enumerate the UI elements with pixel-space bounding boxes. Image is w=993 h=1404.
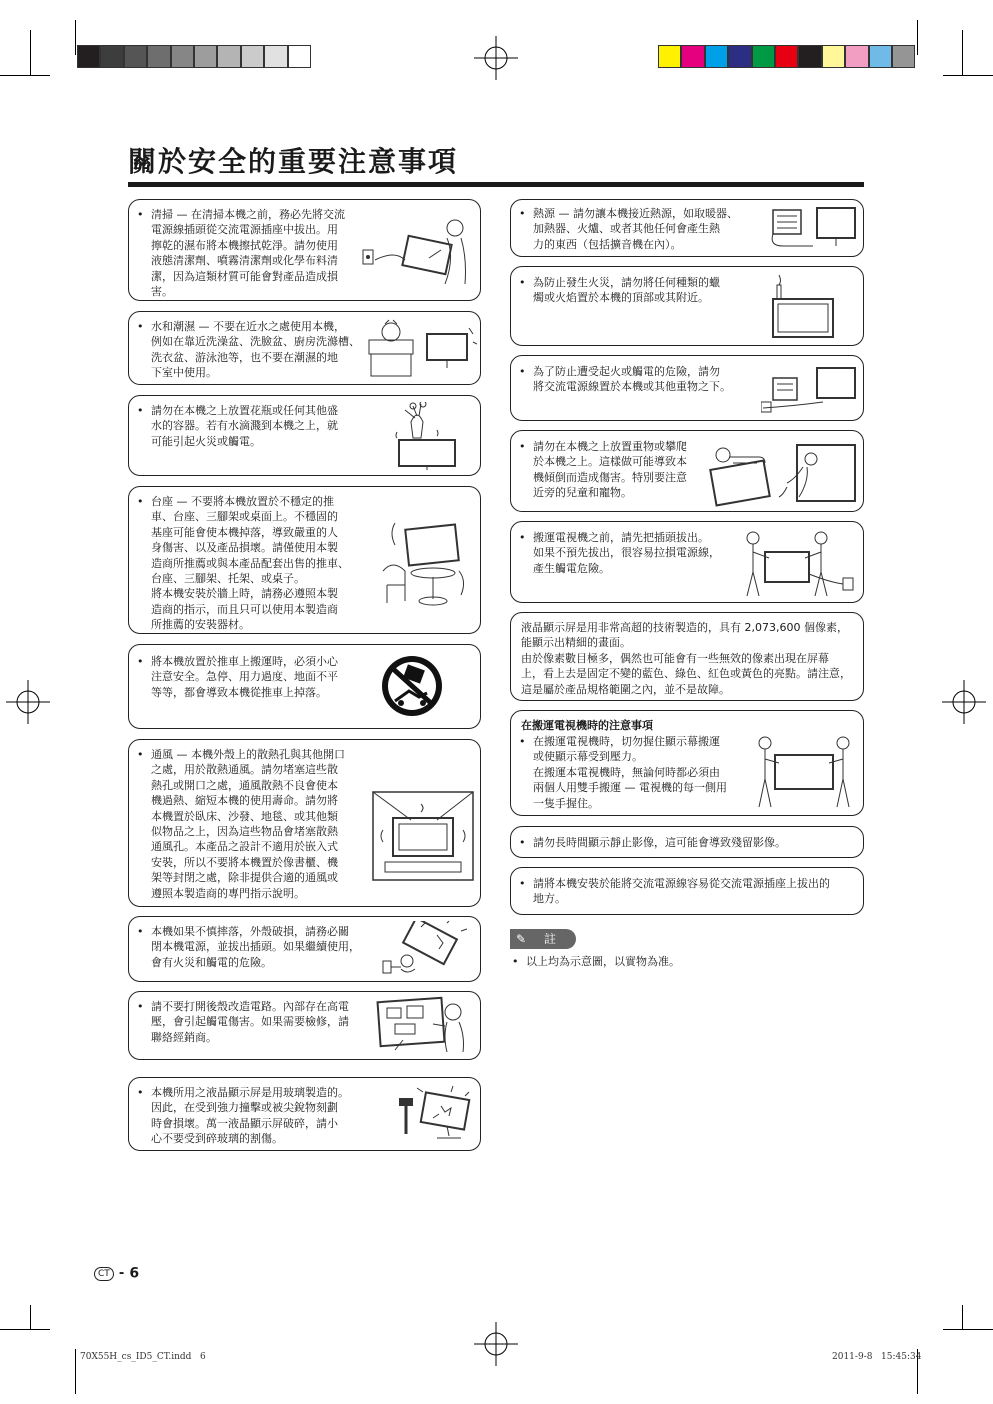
still-image-text: 請勿長時間顯示靜止影像，這可能會導致殘留影像。 [533,836,786,849]
safety-item-unplug: • 搬運電視機之前，請先把插頭拔出。 如果不預先拔出，很容易拉損電源線， 產生觸電危險。 [510,521,864,603]
page-number: 6 [129,1265,140,1282]
folio: CT - 6 [94,1263,139,1281]
safety-item-ventilation: • 通風 — 本機外殼上的散熱孔與其他開口 之處，用於散熱通風。請勿堵塞這些散 熱孔或開口之處，通風散熱不良會使本 機過熱、縮短本機的使用壽命。請勿將 本機置於臥床、沙發、地毯、或其他類 似物品之上，因為這些物品會堵塞散熱 通風孔。本產品之設計不適用於嵌入式 安裝，所以不要將本機置於像書櫃、機 架等封閉之處，除非提供合適的通風或 遵照本製造商的專門指示說明。 [128,739,481,907]
power-cord-illustration [761,362,859,416]
color-swatch [775,45,798,68]
color-swatch [241,45,264,68]
child-pet-text: 請勿在本機之上放置重物或攀爬 於本機之上。這樣做可能導致本 機傾倒而造成傷害。特別要注意 近旁的兒童和寵物。 [533,440,687,500]
safety-item-child-pet: • 請勿在本機之上放置重物或攀爬 於本機之上。這樣做可能導致本 機傾倒而造成傷害。特別要注意 近旁的兒童和寵物。 [510,430,864,512]
note-pencil-icon: ✎ [516,932,527,946]
glass-text: 本機所用之液晶顯示屏是用玻璃製造的。 因此，在受到強力撞擊或被尖銳物刻劃 時會損壞。萬一液晶顯示屏破碎，請小 心不要受到碎玻璃的割傷。 [151,1086,349,1146]
footer-timestamp: 2011-9-8 15:45:34 [832,1352,922,1362]
candle-illustration [765,271,839,343]
unplug-illustration [739,528,857,600]
water-text: 水和潮濕 — 不要在近水之處使用本機， 例如在靠近洗澡盆、洗臉盆、廚房洗滌槽、 洗衣盆、游泳池等，也不要在潮濕的地 下室中使用。 [151,320,360,380]
lcd-notice-text: 液晶顯示屏是用非常高超的技術製造的，具有 2,073,600 個像素， 能顯示出精細的畫面。 由於像素數目極多，偶然也可能會有一些無效的像素出現在屏幕 上，看上去是固定不變的藍色、綠色、紅色或黃色的亮點。請注意， 這是屬於產品規格範圍之內，並不是故障。 [521,621,851,696]
dropped-tv-illustration [377,921,477,979]
safety-item-dropped: • 本機如果不慎摔落，外殼破損，請務必關 閉本機電源，並拔出插頭。如果繼續使用， 會有火災和觸電的危險。 [128,916,481,982]
safety-item-glass: • 本機所用之液晶顯示屏是用玻璃製造的。 因此，在受到強力撞擊或被尖銳物刻劃 時會損壞。萬一液晶顯示屏破碎，請小 心不要受到碎玻璃的割傷。 [128,1077,481,1151]
color-swatch [171,45,194,68]
hammer-illustration [391,1084,475,1146]
safety-item-text: • 清掃 — 在清掃本機之前，務必先將交流 電源線插頭從交流電源插座中拔出。用 擰乾的濕布將本機擦拭乾淨。請勿使用 液態清潔劑、噴霧清潔劑或化學布料清 潔，因為這類材質可能會對產品造成損 害。 [137,208,345,299]
note-text: 以上均為示意圖，以實物為准。 [526,955,680,968]
unplug-text: 搬運電視機之前，請先把插頭拔出。 如果不預先拔出，很容易拉損電源線， 產生觸電危險。 [533,531,720,575]
outlet-access-box: • 請將本機安裝於能將交流電源線容易從交流電源插座上拔出的 地方。 [510,867,864,915]
carry-heading: 在搬運電視機時的注意事項 [521,719,653,732]
stand-text: 台座 — 不要將本機放置於不穩定的推 車、台座、三腳架或桌面上。不穩固的 基座可能會使本機掉落，導致嚴重的人 身傷害、以及產品損壞。請僅使用本製 造商所推薦或與本產品配套出售的推車、 台座、三腳架、托架、或桌子。 將本機安裝於牆上時，請務必遵照本製 造商的指示，而且只可以使用本製造商 所推薦的安裝器材。 [151,495,349,632]
color-swatch [681,45,704,68]
page-title: 關於安全的重要注意事項 [128,145,459,178]
registration-mark-top [474,36,518,80]
heater-illustration [767,204,859,252]
dropped-text: 本機如果不慎摔落，外殼破損，請務必關 閉本機電源，並拔出插頭。如果繼續使用， 會有火災和觸電的危險。 [151,925,360,969]
note-header [510,929,576,949]
safety-item-cart: • 將本機放置於推車上搬運時，必須小心 注意安全。急停、用力過度、地面不平 等等，都會導致本機從推車上掉落。 [128,644,481,729]
ventilation-text: 通風 — 本機外殼上的散熱孔與其他開口 之處，用於散熱通風。請勿堵塞這些散 熱孔或開口之處，通風散熱不良會使本 機過熱、縮短本機的使用壽命。請勿將 本機置於臥床、沙發、地毯、或其他類 似物品之上，因為這些物品會堵塞散熱 通風孔。本產品之設計不適用於嵌入式 安裝，所以不要將本機置於像書櫃、機 架等封閉之處，除非提供合適的通風或 遵照本製造商的專門指示說明。 [151,748,345,900]
safety-item-heat: • 熱源 — 請勿讓本機接近熱源，如取暖器、 加熱器、火爐、或者其他任何會產生熱 力的東西（包括擴音機在內）。 [510,199,864,257]
safety-item-water: • 水和潮濕 — 不要在近水之處使用本機， 例如在靠近洗澡盆、洗臉盆、廚房洗滌槽、 洗衣盆、游泳池等，也不要在潮濕的地 下室中使用。 [128,311,481,385]
power-cord-text: 為了防止遭受起火或觸電的危險，請勿 將交流電源線置於本機或其他重物之下。 [533,365,731,394]
color-swatch [264,45,287,68]
color-swatch [798,45,821,68]
rear-cover-illustration [373,996,475,1056]
water-illustration [365,318,477,378]
color-swatch [822,45,845,68]
color-swatch [728,45,751,68]
vase-text: 請勿在本機之上放置花瓶或任何其他盛 水的容器。若有水滴濺到本機之上，就 可能引起火災或觸電。 [151,404,338,448]
color-swatch [752,45,775,68]
carry-text: 在搬運電視機時，切勿握住顯示幕搬運 或使顯示幕受到壓力。 在搬運本電視機時，無論何時都必須由 兩個人用雙手搬運 — 電視機的每一側用 一隻手握住。 [533,735,727,810]
color-swatch [194,45,217,68]
safety-item-power-cord: • 為了防止遭受起火或觸電的危險，請勿 將交流電源線置於本機或其他重物之下。 [510,355,864,421]
color-swatch [288,45,311,68]
cart-text: 將本機放置於推車上搬運時，必須小心 注意安全。急停、用力過度、地面不平 等等，都會導致本機從推車上掉落。 [151,655,338,699]
safety-item-stand: • 台座 — 不要將本機放置於不穩定的推 車、台座、三腳架或桌面上。不穩固的 基座可能會使本機掉落，導致嚴重的人 身傷害、以及產品損壞。請僅使用本製 造商所推薦或與本產品配套出售的推車、 台座、三腳架、托架、或桌子。 將本機安裝於牆上時，請務必遵照本製 造商的指示，而且只可以使用本製造商 所推薦的安裝器材。 [128,486,481,634]
color-swatch [658,45,681,68]
two-person-carry-illustration [751,735,857,811]
stand-illustration [373,511,473,611]
color-swatch [77,45,100,68]
heat-text: 熱源 — 請勿讓本機接近熱源，如取暖器、 加熱器、火爐、或者其他任何會產生熱 力的東西（包括擴音機在內）。 [533,207,738,251]
carry-caution-box: 在搬運電視機時的注意事項 • 在搬運電視機時，切勿握住顯示幕搬運 或使顯示幕受到壓力。 在搬運本電視機時，無論何時都必須由 兩個人用雙手搬運 — 電視機的每一側用 一隻手握住。 [510,710,864,816]
registration-mark-bottom [474,1322,518,1366]
color-swatch [892,45,915,68]
color-swatch [705,45,728,68]
safety-item-candle: • 為防止發生火災，請勿將任何種類的蠟 燭或火焰置於本機的頂部或其附近。 [510,266,864,346]
color-swatch [845,45,868,68]
child-pet-illustration [703,437,861,507]
language-badge: CT [94,1267,114,1281]
still-image-box: • 請勿長時間顯示靜止影像，這可能會導致殘留影像。 [510,826,864,858]
lcd-notice-box [510,612,864,701]
candle-text: 為防止發生火災，請勿將任何種類的蠟 燭或火焰置於本機的頂部或其附近。 [533,276,720,305]
color-swatch [869,45,892,68]
note-label: 註 [544,932,557,946]
color-swatch [147,45,170,68]
cleaning-text: 清掃 — 在清掃本機之前，務必先將交流 電源線插頭從交流電源插座中拔出。用 擰乾的濕布將本機擦拭乾淨。請勿使用 液態清潔劑、噴霧清潔劑或化學布料清 潔，因為這類材質可能會對產品造成損 害。 [151,208,345,299]
registration-mark-right [942,680,986,724]
safety-item-cleaning [128,199,481,301]
title-rule [128,182,864,187]
footer-filename: 70X55H_cs_ID5_CT.indd 6 [80,1352,206,1362]
rear-cover-text: 請不要打開後殼改造電路。內部存在高電 壓，會引起觸電傷害。如果需要檢修，請 聯絡經銷商。 [151,1000,349,1044]
color-swatch [124,45,147,68]
color-swatch [100,45,123,68]
safety-item-rear-cover: • 請不要打開後殼改造電路。內部存在高電 壓，會引起觸電傷害。如果需要檢修，請 聯絡經銷商。 [128,991,481,1060]
registration-mark-left [6,680,50,724]
ventilation-illustration [371,790,475,882]
safety-item-vase: • 請勿在本機之上放置花瓶或任何其他盛 水的容器。若有水滴濺到本機之上，就 可能引起火災或觸電。 [128,395,481,476]
cleaning-illustration [361,210,473,290]
outlet-access-text: 請將本機安裝於能將交流電源線容易從交流電源插座上拔出的 地方。 [533,877,830,906]
cart-warning-icon [379,653,445,719]
vase-illustration [391,402,463,472]
color-swatch [217,45,240,68]
